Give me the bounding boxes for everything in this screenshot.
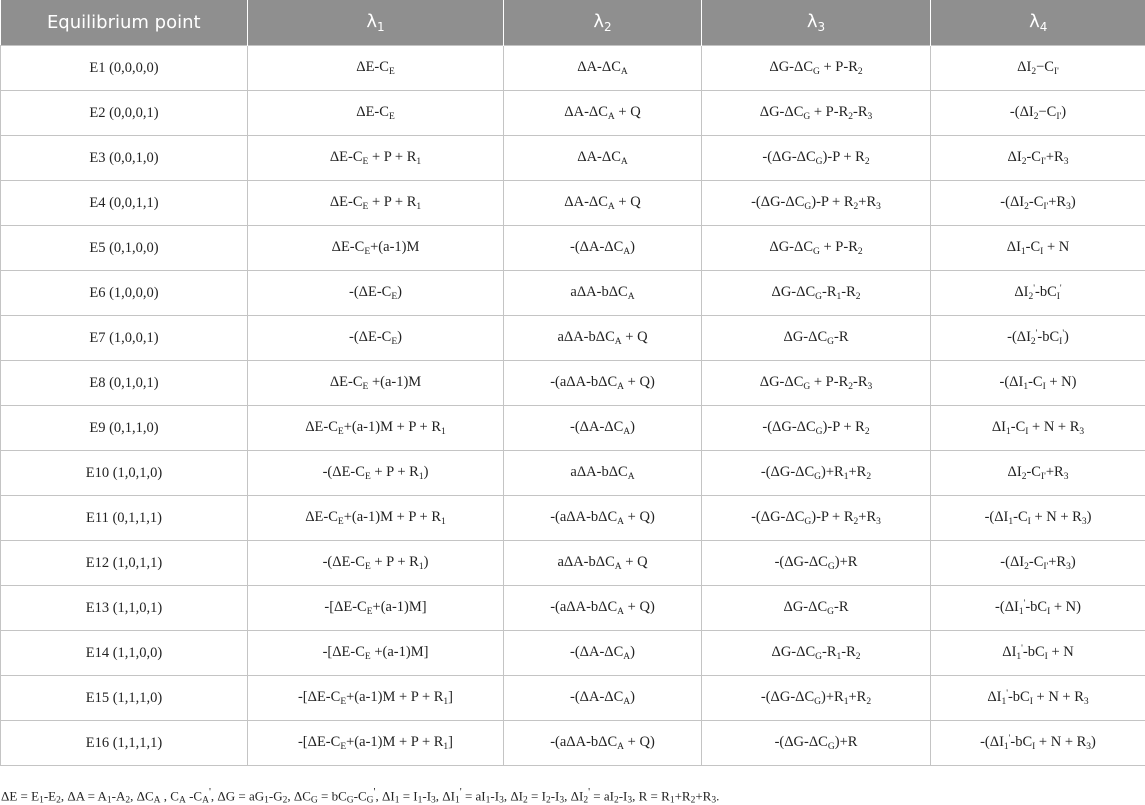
- lambda-3-cell: $-(\Delta G-\Delta C_G)-P + R_2+R_3$: [702, 496, 931, 541]
- lambda-4-cell: $\Delta I_1'-bC_I + N + R_3$: [931, 676, 1145, 721]
- table-row: [1, 721, 1145, 766]
- footnote: $\Delta E = E_1-E_2$, $\Delta A = A_1-A_2$, $\Delta C_A$ , $C_A$ $-C_A'$, $\Delta G = aG_1-G_2$, $\Delta C_G = bC_G-C_G'$, $\Delta I_1 = I_1-I_3$, $\Delta I_1' = aI_1-I_3$, $\Delta I_2 = I_2-I_3$, $\Delta I_2' = aI_2-I_3$, $R = R_1+R_2+R_3$.: [1, 786, 719, 805]
- lambda-2-cell: -(aΔA-bΔC$_A$ + Q): [504, 586, 702, 631]
- lambda-4-cell: $\Delta I_2-C_{I'}+R_3$: [931, 451, 1145, 496]
- lambda-2-cell: aΔA-bΔC$_A$ + Q: [504, 541, 702, 586]
- lambda-3-cell: $\Delta G-\Delta C_G + P-R_2$: [702, 46, 931, 91]
- lambda-3-cell: $-(\Delta G-\Delta C_G)-P + R_2$: [702, 406, 931, 451]
- lambda-2-cell: aΔA-bΔC$_A$: [504, 271, 702, 316]
- lambda-4-cell: $-(\Delta I_1-C_I + N)$: [931, 361, 1145, 406]
- equilibrium-point-cell: E8 (0,1,0,1): [1, 361, 248, 406]
- lambda-4-cell: $-(\Delta I_2'-bC_I')$: [931, 316, 1145, 361]
- lambda-3-cell: $\Delta G-\Delta C_G-R_1-R_2$: [702, 271, 931, 316]
- equilibrium-point-cell: E1 (0,0,0,0): [1, 46, 248, 91]
- table-row: [1, 271, 1145, 316]
- lambda-3-cell: $\Delta G-\Delta C_G-R_1-R_2$: [702, 631, 931, 676]
- lambda-4-cell: $-(\Delta I_1'-bC_I + N)$: [931, 586, 1145, 631]
- lambda-2-cell: aΔA-bΔC$_A$ + Q: [504, 316, 702, 361]
- lambda-1-cell: $\Delta E-C_E$: [248, 46, 504, 91]
- lambda-1-cell: $\Delta E-C_E+(a-1)M + P + R_1$: [248, 406, 504, 451]
- lambda-3-cell: $\Delta G-\Delta C_G + P-R_2$: [702, 226, 931, 271]
- lambda-3-cell: $-(\Delta G-\Delta C_G)-P + R_2$: [702, 136, 931, 181]
- equilibrium-point-cell: E7 (1,0,0,1): [1, 316, 248, 361]
- lambda-1-cell: $\Delta E-C_E + P + R_1$: [248, 181, 504, 226]
- table-row: [1, 46, 1145, 91]
- lambda-1-cell: $\Delta E-C_E+(a-1)M$: [248, 226, 504, 271]
- lambda-2-cell: -(aΔA-bΔC$_A$ + Q): [504, 496, 702, 541]
- equilibrium-point-cell: E9 (0,1,1,0): [1, 406, 248, 451]
- table-row: [1, 136, 1145, 181]
- table-row: [1, 181, 1145, 226]
- lambda-1-cell: $\Delta E-C_E +(a-1)M$: [248, 361, 504, 406]
- lambda-3-cell: $\Delta G-\Delta C_G-R$: [702, 586, 931, 631]
- table-row: [1, 406, 1145, 451]
- lambda-2-cell: $\Delta A-\Delta C_A$: [504, 46, 702, 91]
- lambda-2-cell: $-(\Delta A-\Delta C_A)$: [504, 676, 702, 721]
- table-body: [1, 46, 1145, 766]
- lambda-2-cell: aΔA-bΔC$_A$: [504, 451, 702, 496]
- lambda-4-cell: $\Delta I_2'-bC_I'$: [931, 271, 1145, 316]
- lambda-4-cell: $-(\Delta I_1'-bC_I + N + R_3)$: [931, 721, 1145, 766]
- lambda-2-cell: $-(\Delta A-\Delta C_A)$: [504, 406, 702, 451]
- lambda-1-cell: $-[\Delta E-C_E+(a-1)M + P + R_1]$: [248, 721, 504, 766]
- lambda-1-cell: $-(\Delta E-C_E + P + R_1)$: [248, 451, 504, 496]
- lambda-2-cell: -(aΔA-bΔC$_A$ + Q): [504, 721, 702, 766]
- header-lambda-2: $\lambda_2$: [504, 0, 702, 46]
- lambda-4-cell: $\Delta I_1'-bC_I + N$: [931, 631, 1145, 676]
- lambda-1-cell: $-[\Delta E-C_E+(a-1)M]$: [248, 586, 504, 631]
- equilibrium-point-cell: E11 (0,1,1,1): [1, 496, 248, 541]
- table-row: [1, 631, 1145, 676]
- equilibrium-point-cell: E2 (0,0,0,1): [1, 91, 248, 136]
- equilibrium-point-cell: E10 (1,0,1,0): [1, 451, 248, 496]
- lambda-4-cell: $\Delta I_1-C_I + N + R_3$: [931, 406, 1145, 451]
- table-row: [1, 541, 1145, 586]
- lambda-2-cell: $\Delta A-\Delta C_A + Q$: [504, 181, 702, 226]
- lambda-3-cell: $\Delta G-\Delta C_G + P-R_2-R_3$: [702, 361, 931, 406]
- equilibrium-point-cell: E12 (1,0,1,1): [1, 541, 248, 586]
- lambda-3-cell: $-(\Delta G-\Delta C_G)-P + R_2+R_3$: [702, 181, 931, 226]
- lambda-3-cell: $-(\Delta G-\Delta C_G)+R$: [702, 541, 931, 586]
- equilibrium-point-cell: E15 (1,1,1,0): [1, 676, 248, 721]
- lambda-4-cell: $-(\Delta I_2-C_{I'}+R_3)$: [931, 181, 1145, 226]
- equilibrium-point-cell: E5 (0,1,0,0): [1, 226, 248, 271]
- header-row: [1, 0, 1145, 46]
- table-row: [1, 586, 1145, 631]
- header-equilibrium-point: Equilibrium point: [1, 0, 248, 46]
- lambda-2-cell: $\Delta A-\Delta C_A$: [504, 136, 702, 181]
- lambda-3-cell: $-(\Delta G-\Delta C_G)+R$: [702, 721, 931, 766]
- table-row: [1, 361, 1145, 406]
- table-row: [1, 451, 1145, 496]
- lambda-4-cell: $\Delta I_2-C_{I'}$: [931, 46, 1145, 91]
- lambda-1-cell: $\Delta E-C_E+(a-1)M + P + R_1$: [248, 496, 504, 541]
- lambda-2-cell: $-(\Delta A-\Delta C_A)$: [504, 631, 702, 676]
- equilibrium-point-cell: E6 (1,0,0,0): [1, 271, 248, 316]
- table-row: [1, 496, 1145, 541]
- header-lambda-1: $\lambda_1$: [248, 0, 504, 46]
- lambda-2-cell: $\Delta A-\Delta C_A + Q$: [504, 91, 702, 136]
- lambda-1-cell: $\Delta E-C_E + P + R_1$: [248, 136, 504, 181]
- lambda-4-cell: $\Delta I_1-C_I + N$: [931, 226, 1145, 271]
- lambda-1-cell: $-[\Delta E-C_E+(a-1)M + P + R_1]$: [248, 676, 504, 721]
- lambda-1-cell: $-(\Delta E-C_E + P + R_1)$: [248, 541, 504, 586]
- equilibrium-point-cell: E13 (1,1,0,1): [1, 586, 248, 631]
- lambda-3-cell: $-(\Delta G-\Delta C_G)+R_1+R_2$: [702, 676, 931, 721]
- lambda-1-cell: $-(\Delta E-C_E)$: [248, 271, 504, 316]
- lambda-4-cell: $\Delta I_2-C_{I'}+R_3$: [931, 136, 1145, 181]
- lambda-4-cell: $-(\Delta I_2-C_{I'})$: [931, 91, 1145, 136]
- lambda-4-cell: $-(\Delta I_2-C_{I'}+R_3)$: [931, 541, 1145, 586]
- table-row: [1, 226, 1145, 271]
- table-row: [1, 676, 1145, 721]
- header-lambda-3: $\lambda_3$: [702, 0, 931, 46]
- lambda-3-cell: $\Delta G-\Delta C_G + P-R_2-R_3$: [702, 91, 931, 136]
- lambda-1-cell: $\Delta E-C_E$: [248, 91, 504, 136]
- table-row: [1, 316, 1145, 361]
- equilibrium-point-cell: E14 (1,1,0,0): [1, 631, 248, 676]
- lambda-2-cell: -(aΔA-bΔC$_A$ + Q): [504, 361, 702, 406]
- lambda-4-cell: $-(\Delta I_1-C_I + N + R_3)$: [931, 496, 1145, 541]
- equilibrium-point-cell: E16 (1,1,1,1): [1, 721, 248, 766]
- header-lambda-4: $\lambda_4$: [931, 0, 1145, 46]
- equilibrium-point-cell: E3 (0,0,1,0): [1, 136, 248, 181]
- lambda-1-cell: $-[\Delta E-C_E +(a-1)M]$: [248, 631, 504, 676]
- table-row: [1, 91, 1145, 136]
- equilibrium-point-cell: E4 (0,0,1,1): [1, 181, 248, 226]
- lambda-1-cell: $-(\Delta E-C_E)$: [248, 316, 504, 361]
- lambda-2-cell: $-(\Delta A-\Delta C_A)$: [504, 226, 702, 271]
- lambda-3-cell: $\Delta G-\Delta C_G-R$: [702, 316, 931, 361]
- lambda-3-cell: $-(\Delta G-\Delta C_G)+R_1+R_2$: [702, 451, 931, 496]
